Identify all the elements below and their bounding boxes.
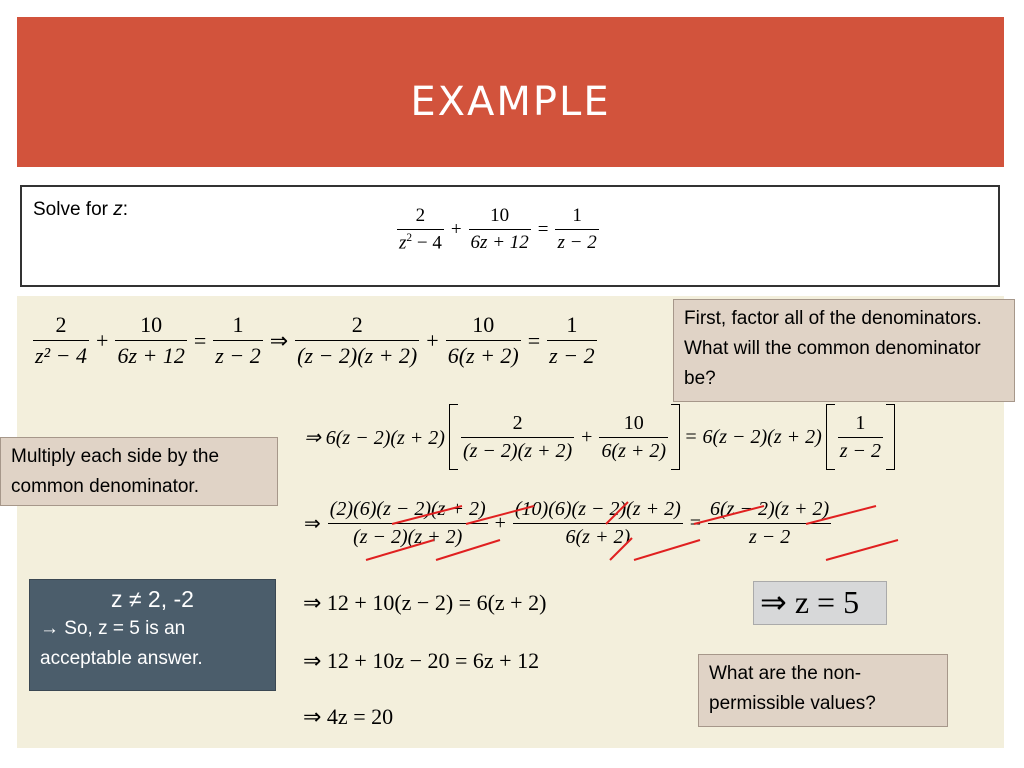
callout-multiply: Multiply each side by the common denominator.	[0, 437, 278, 506]
s1-rhs-t2-den: 6(z + 2)	[447, 343, 519, 368]
s2-t3-num: 1	[838, 412, 883, 438]
s1-lhs-t1-den: z² − 4	[35, 343, 88, 368]
solve-prefix: Solve for	[33, 199, 114, 220]
s3-plus: +	[494, 512, 506, 534]
s3-implies: ⇒	[304, 513, 321, 535]
s3-t1	[328, 498, 488, 549]
den-base: z	[399, 232, 407, 254]
s1-rhs-t2	[446, 312, 521, 369]
s1-lhs-t3-den: z − 2	[215, 343, 261, 368]
s1-lhs-t1-num: 2	[33, 312, 89, 341]
s3-t2-den: 6(z + 2)	[565, 526, 631, 548]
den-exp: 2	[406, 232, 413, 244]
step-2	[300, 404, 895, 470]
s3-t3-num: 6(z − 2)(z + 2)	[708, 498, 831, 524]
step-3	[300, 498, 834, 549]
s1-eq-2: =	[527, 327, 541, 353]
s1-rhs-t1-num: 2	[295, 312, 419, 341]
problem-term-1	[397, 205, 444, 254]
problem-term-2-den: 6z + 12	[470, 232, 529, 254]
s3-t1-num: (2)(6)(z − 2)(z + 2)	[328, 498, 488, 524]
problem-equation	[394, 205, 602, 254]
restriction-body: → So, z = 5 is an acceptable answer.	[40, 618, 203, 669]
solve-variable: z	[113, 199, 123, 220]
s3-t3-den: z − 2	[748, 526, 791, 548]
s2-left-bracket-2	[826, 404, 835, 470]
s1-lhs-t3-num: 1	[213, 312, 262, 341]
s2-t2-den: 6(z + 2)	[601, 439, 667, 462]
slide-title: EXAMPLE	[410, 79, 611, 125]
s1-lhs-t2	[115, 312, 186, 369]
step-5: ⇒ 12 + 10z − 20 = 6z + 12	[303, 648, 540, 673]
s1-rhs-t1-den: (z − 2)(z + 2)	[297, 343, 418, 368]
s1-rhs-t1	[295, 312, 419, 369]
callout-restriction	[29, 579, 276, 691]
s2-right-bracket	[671, 404, 680, 470]
callout-factor: First, factor all of the denominators. What will the common denominator be?	[673, 299, 1015, 402]
s1-lhs-t1	[33, 312, 89, 369]
s1-rhs-t3-num: 1	[547, 312, 596, 341]
s1-plus: +	[96, 327, 109, 353]
s2-t3-den: z − 2	[839, 439, 882, 462]
problem-term-3-num: 1	[555, 205, 598, 230]
s2-t3	[838, 412, 883, 463]
s2-t2	[599, 412, 668, 463]
s2-t2-num: 10	[599, 412, 668, 438]
s2-plus: +	[581, 425, 593, 448]
s1-lhs-t3	[213, 312, 262, 369]
callout-nonpermissible: What are the non-permissible values?	[698, 654, 948, 727]
s3-t2-num: (10)(6)(z − 2)(z + 2)	[513, 498, 683, 524]
s2-t1-den: (z − 2)(z + 2)	[462, 439, 573, 462]
problem-term-1-num: 2	[397, 205, 444, 230]
step-6: ⇒ 4z = 20	[303, 704, 394, 729]
step-4: ⇒ 12 + 10(z − 2) = 6(z + 2)	[303, 590, 547, 615]
s3-eq: =	[689, 512, 702, 534]
s3-t3	[708, 498, 831, 549]
solve-label	[33, 199, 128, 221]
s2-prefix: ⇒ 6(z − 2)(z + 2)	[304, 426, 445, 449]
den-rest: − 4	[416, 232, 442, 254]
problem-term-3-den: z − 2	[557, 232, 597, 254]
step-1	[30, 312, 600, 369]
s1-rhs-t2-num: 10	[446, 312, 521, 341]
s2-t1	[461, 412, 574, 463]
s2-right-bracket-2	[886, 404, 895, 470]
s1-eq: =	[193, 327, 207, 353]
final-answer: ⇒ z = 5	[753, 581, 887, 625]
problem-box	[20, 185, 1000, 287]
problem-term-2	[469, 205, 531, 254]
problem-term-2-num: 10	[469, 205, 531, 230]
s1-rhs-t3-den: z − 2	[549, 343, 595, 368]
s1-lhs-t2-num: 10	[115, 312, 186, 341]
problem-term-1-den	[397, 230, 444, 254]
s1-lhs-t2-den: 6z + 12	[117, 343, 185, 368]
s1-rhs-t3	[547, 312, 596, 369]
title-bar	[17, 17, 1004, 167]
plus-sign: +	[450, 218, 462, 240]
equals-sign: =	[537, 218, 549, 240]
s1-plus-2: +	[426, 327, 439, 353]
s3-t2	[513, 498, 683, 549]
s3-t1-den: (z − 2)(z + 2)	[353, 526, 463, 548]
solve-suffix: :	[122, 199, 129, 220]
s2-t1-num: 2	[461, 412, 574, 438]
s2-left-bracket	[449, 404, 458, 470]
s1-implies: ⇒	[269, 327, 289, 353]
problem-term-3	[555, 205, 598, 254]
s2-mid: = 6(z − 2)(z + 2)	[684, 425, 822, 448]
restriction-title: z ≠ 2, -2	[111, 586, 194, 612]
